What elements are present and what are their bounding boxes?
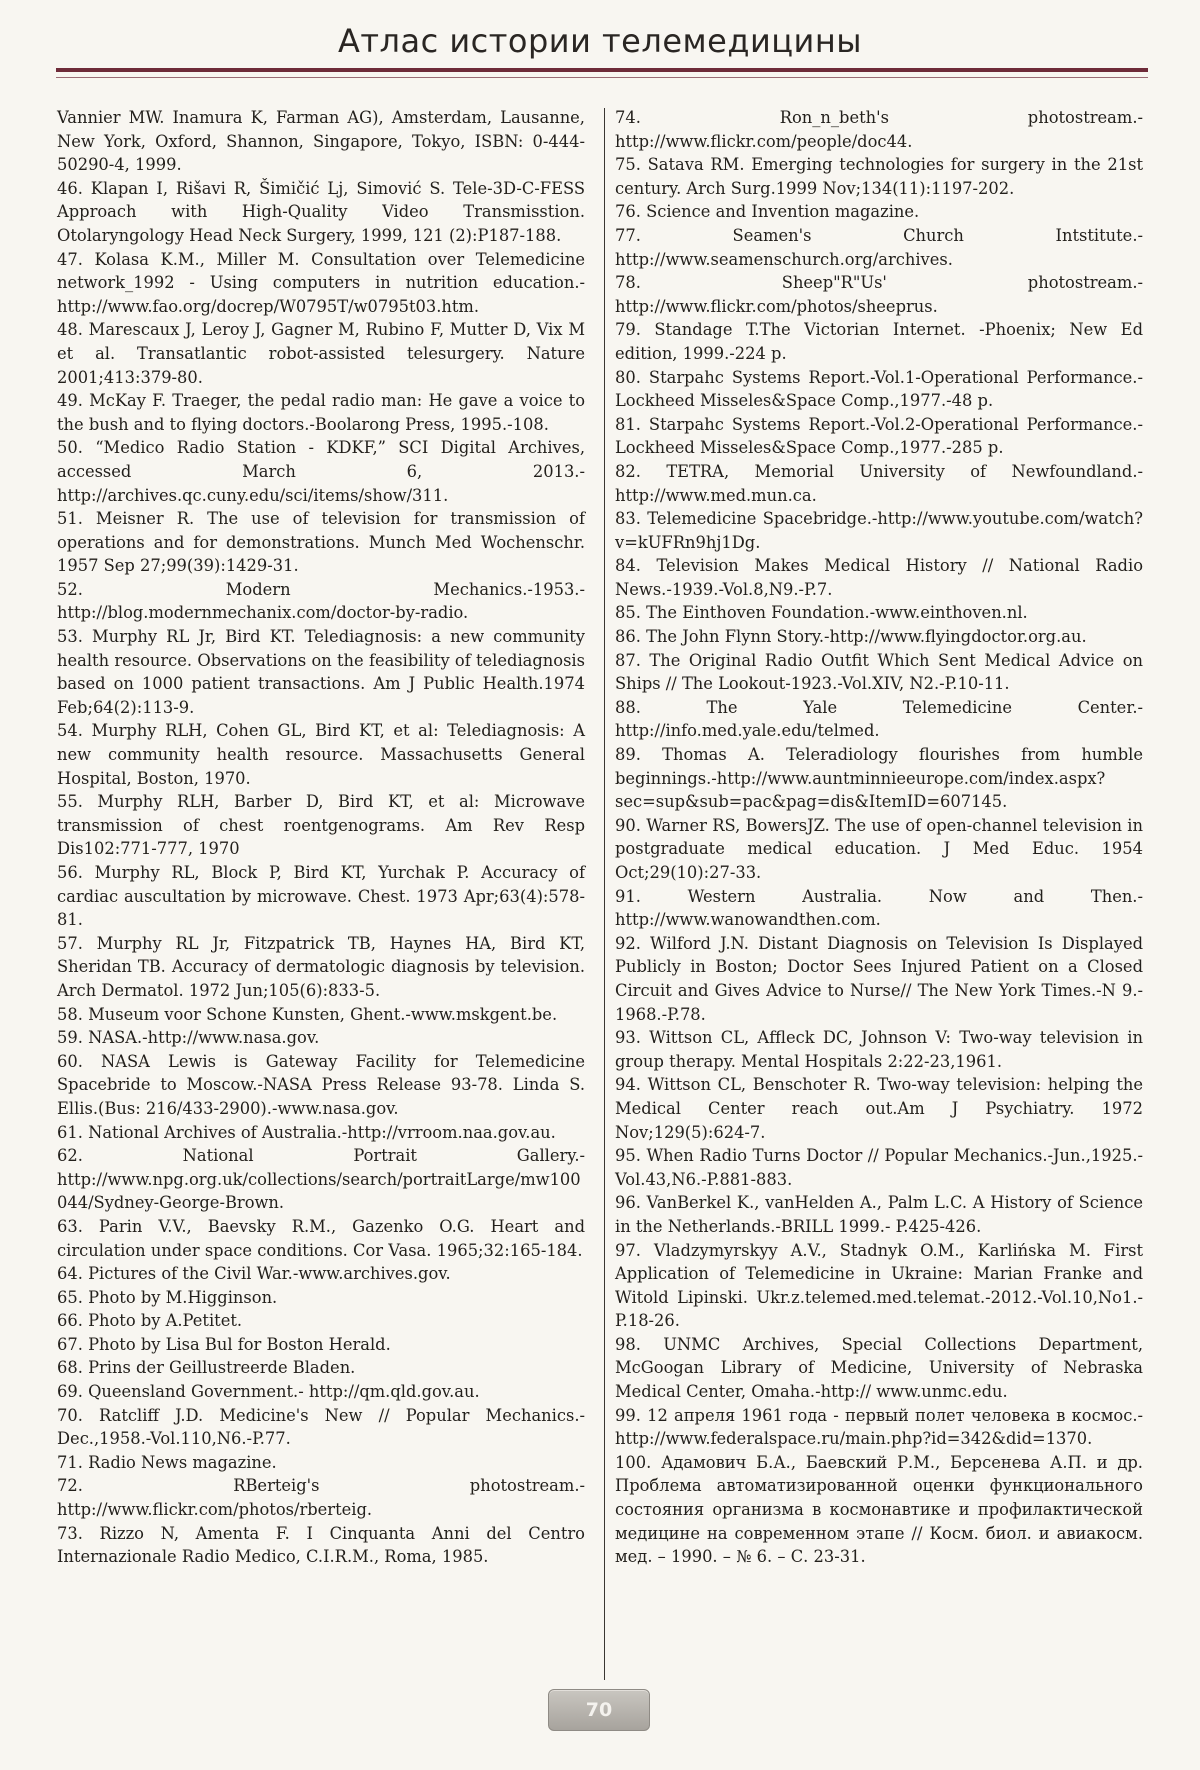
reference-item: 85. The Einthoven Foundation.-www.einthoven.nl.: [615, 603, 1028, 623]
reference-item: 93. Wittson CL, Affleck DC, Johnson V: Two-way television in group therapy. Mental Hospitals 2:22-23,1961.: [615, 1028, 1143, 1071]
reference-item: 62. National Portrait Gallery.-http://www.npg.org.uk/collections/search/portraitLarge/mw100044/Sydney-George-Brown.: [57, 1146, 585, 1213]
references-right-column: [615, 106, 1143, 1569]
reference-item: 72. RBerteig's photostream.-http://www.flickr.com/photos/rberteig.: [57, 1476, 585, 1520]
reference-item: 94. Wittson CL, Benschoter R. Two-way television: helping the Medical Center reach out.Am J Psychiatry. 1972 Nov;129(5):624-7.: [615, 1075, 1143, 1142]
reference-item: 95. When Radio Turns Doctor // Popular Mechanics.-Jun.,1925.-Vol.43,N6.-P.881-883.: [615, 1146, 1143, 1189]
header-rule: [56, 68, 1148, 72]
reference-item: 55. Murphy RLH, Barber D, Bird KT, et al: Microwave transmission of chest roentgenograms. Am Rev Resp Dis102:771-777, 1970: [57, 792, 585, 859]
page-number-badge: [548, 1689, 650, 1731]
reference-item: 64. Pictures of the Civil War.-www.archives.gov.: [57, 1264, 451, 1284]
reference-item: 88. The Yale Telemedicine Center.-http://info.med.yale.edu/telmed.: [615, 697, 1143, 741]
reference-item: 70. Ratcliff J.D. Medicine's New // Popular Mechanics.-Dec.,1958.-Vol.110,N6.-P.77.: [57, 1405, 585, 1449]
reference-item: 46. Klapan I, Rišavi R, Šimičić Lj, Simović S. Tele-3D-C-FESS Approach with High-Quality Video Transmisstion. Otolaryngology Head Neck Surgery, 1999, 121 (2):P187-188.: [57, 178, 585, 245]
reference-item: 82. TETRA, Memorial University of Newfoundland.-http://www.med.mun.ca.: [615, 461, 1143, 505]
reference-item: 84. Television Makes Medical History // National Radio News.-1939.-Vol.8,N9.-P.7.: [615, 556, 1143, 599]
reference-item: 68. Prins der Geillustreerde Bladen.: [57, 1358, 356, 1378]
reference-item: 83. Telemedicine Spacebridge.-http://www.youtube.com/watch?v=kUFRn9hj1Dg.: [615, 509, 1143, 552]
reference-item: 47. Kolasa K.M., Miller M. Consultation over Telemedicine network_1992 - Using computers in nutrition education.-http://www.fao.org/docrep/W0795T/w0795t03.htm.: [57, 249, 585, 316]
reference-item: 76. Science and Invention magazine.: [615, 202, 920, 222]
column-divider: [604, 108, 605, 1680]
reference-item: 99. 12 апреля 1961 года - первый полет человека в космос.-http://www.federalspace.ru/main.php?id=342&did=1370.: [615, 1405, 1143, 1449]
reference-item: 53. Murphy RL Jr, Bird KT. Telediagnosis: a new community health resource. Observations on the feasibility of telediagnosis based on 1000 patient transactions. Am J Public Health.1974 Feb;64(2):113-9.: [57, 627, 585, 717]
reference-item: Vannier MW. Inamura K, Farman AG), Amsterdam, Lausanne, New York, Oxford, Shannon, Singapore, Tokyo, ISBN: 0-444-50290-4, 1999.: [57, 108, 585, 175]
reference-item: 97. Vladzymyrskyy A.V., Stadnyk O.M., Karlińska M. First Application of Telemedicine in Ukraine: Marian Franke and Witold Lipinski. Ukr.z.telemed.med.telemat.-2012.-Vol.10,No1.-P.18-26.: [615, 1240, 1143, 1331]
reference-item: 65. Photo by M.Higginson.: [57, 1287, 278, 1307]
reference-item: 52. Modern Mechanics.-1953.-http://blog.modernmechanix.com/doctor-by-radio.: [57, 579, 585, 623]
reference-item: 100. Адамович Б.А., Баевский Р.М., Берсенева А.П. и др. Проблема автоматизированной оценки функционального состояния организма в космонавтике и профилактической медицине на современном этапе // Косм. биол. и авиакосм. мед. – 1990. – № 6. – С. 23-31.: [615, 1452, 1143, 1567]
reference-item: 77. Seamen's Church Intstitute.-http://www.seamenschurch.org/archives.: [615, 225, 1143, 269]
page-number: 70: [585, 1699, 613, 1721]
references-left-column: [57, 106, 585, 1569]
reference-item: 69. Queensland Government.- http://qm.qld.gov.au.: [57, 1382, 480, 1402]
reference-item: 80. Starpahc Systems Report.-Vol.1-Operational Performance.-Lockheed Misseles&Space Comp.,1977.-48 p.: [615, 367, 1143, 411]
reference-item: 66. Photo by A.Petitet.: [57, 1311, 243, 1331]
reference-item: 81. Starpahc Systems Report.-Vol.2-Operational Performance.-Lockheed Misseles&Space Comp.,1977.-285 p.: [615, 414, 1143, 458]
reference-item: 58. Museum voor Schone Kunsten, Ghent.-www.mskgent.be.: [57, 1004, 558, 1024]
reference-item: 78. Sheep"R"Us' photostream.-http://www.flickr.com/photos/sheeprus.: [615, 273, 1143, 316]
reference-item: 50. “Medico Radio Station - KDKF,” SCI Digital Archives, accessed March 6, 2013.-http://archives.qc.cuny.edu/sci/items/show/311.: [57, 438, 585, 505]
reference-item: 56. Murphy RL, Block P, Bird KT, Yurchak P. Accuracy of cardiac auscultation by microwave. Chest. 1973 Apr;63(4):578-81.: [57, 863, 585, 930]
reference-item: 89. Thomas A. Teleradiology flourishes from humble beginnings.-http://www.auntminnieeurope.com/index.aspx?sec=sup&sub=pac&pag=dis&ItemID=607145.: [615, 745, 1143, 812]
page-title: Атлас истории телемедицины: [337, 22, 863, 60]
reference-item: 87. The Original Radio Outfit Which Sent Medical Advice on Ships // The Lookout-1923.-Vol.XIV, N2.-P.10-11.: [615, 650, 1143, 694]
reference-item: 67. Photo by Lisa Bul for Boston Herald.: [57, 1334, 391, 1354]
reference-item: 48. Marescaux J, Leroy J, Gagner M, Rubino F, Mutter D, Vix M et al. Transatlantic robot-assisted telesurgery. Nature 2001;413:379-80.: [57, 320, 585, 387]
reference-item: 63. Parin V.V., Baevsky R.M., Gazenko O.G. Heart and circulation under space conditions. Cor Vasa. 1965;32:165-184.: [57, 1216, 585, 1260]
reference-item: 86. The John Flynn Story.-http://www.flyingdoctor.org.au.: [615, 627, 1087, 647]
reference-item: 79. Standage T.The Victorian Internet. -Phoenix; New Ed edition, 1999.-224 p.: [615, 320, 1143, 363]
reference-item: 57. Murphy RL Jr, Fitzpatrick TB, Haynes HA, Bird KT, Sheridan TB. Accuracy of dermatologic diagnosis by television. Arch Dermatol. 1972 Jun;105(6):833-5.: [57, 933, 585, 1000]
reference-item: 54. Murphy RLH, Cohen GL, Bird KT, et al: Telediagnosis: A new community health resource. Massachusetts General Hospital, Boston, 1970.: [57, 721, 585, 788]
reference-item: 74. Ron_n_beth's photostream.-http://www.flickr.com/people/doc44.: [615, 108, 1143, 151]
reference-item: 71. Radio News magazine.: [57, 1452, 277, 1472]
reference-item: 59. NASA.-http://www.nasa.gov.: [57, 1028, 320, 1048]
reference-item: 91. Western Australia. Now and Then.-http://www.wanowandthen.com.: [615, 886, 1143, 930]
reference-item: 51. Meisner R. The use of television for transmission of operations and for demonstrations. Munch Med Wochenschr. 1957 Sep 27;99(39):1429-31.: [57, 509, 585, 576]
reference-item: 49. McKay F. Traeger, the pedal radio man: He gave a voice to the bush and to flying doctors.-Boolarong Press, 1995.-108.: [57, 391, 585, 434]
reference-item: 92. Wilford J.N. Distant Diagnosis on Television Is Displayed Publicly in Boston; Doctor Sees Injured Patient on a Closed Circuit and Gives Advice to Nurse// The New York Times.-N 9.- 1968.-P.78.: [615, 933, 1143, 1024]
header-rule-thin: [56, 77, 1148, 78]
reference-item: 75. Satava RM. Emerging technologies for surgery in the 21st century. Arch Surg.1999 Nov;134(11):1197-202.: [615, 155, 1143, 198]
reference-item: 98. UNMC Archives, Special Collections Department, McGoogan Library of Medicine, University of Nebraska Medical Center, Omaha.-http:// www.unmc.edu.: [615, 1334, 1143, 1402]
reference-item: 73. Rizzo N, Amenta F. I Cinquanta Anni del Centro Internazionale Radio Medico, C.I.R.M., Roma, 1985.: [57, 1523, 585, 1567]
reference-item: 96. VanBerkel K., vanHelden A., Palm L.C. A History of Science in the Netherlands.-BRILL 1999.- P.425-426.: [615, 1193, 1143, 1236]
reference-item: 60. NASA Lewis is Gateway Facility for Telemedicine Spacebride to Moscow.-NASA Press Release 93-78. Linda S. Ellis.(Bus: 216/433-2900).-www.nasa.gov.: [57, 1051, 585, 1118]
reference-item: 61. National Archives of Australia.-http://vrroom.naa.gov.au.: [57, 1122, 556, 1142]
reference-item: 90. Warner RS, BowersJZ. The use of open-channel television in postgraduate medical education. J Med Educ. 1954 Oct;29(10):27-33.: [615, 815, 1143, 882]
